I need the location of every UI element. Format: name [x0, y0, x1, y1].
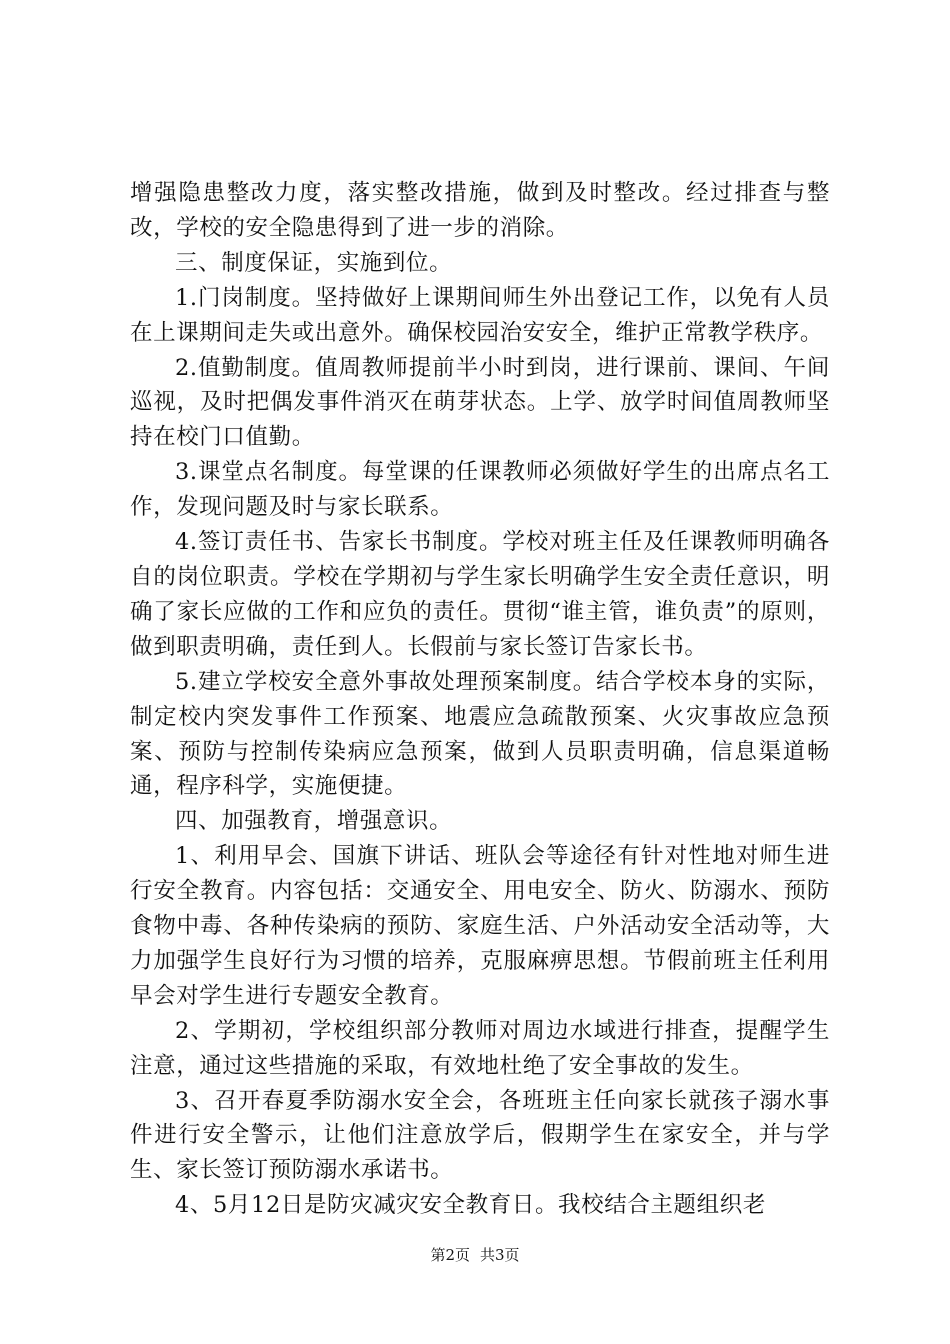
section-heading-3: 三、制度保证，实施到位。: [175, 249, 453, 276]
paragraph-education-3: 3、召开春夏季防溺水安全会，各班班主任向家长就孩子溺水事件进行安全警示，让他们注意放学后，假期学生在家安全，并与学生、家长签订预防溺水承诺书。: [130, 1087, 830, 1184]
paragraph-gate-system: 1.门岗制度。坚持做好上课期间师生外出登记工作，以免有人员在上课期间走失或出意外。确保校园治安安全，维护正常教学秩序。: [130, 284, 830, 346]
paragraph-duty-system: 2.值勤制度。值周教师提前半小时到岗，进行课前、课间、午间巡视，及时把偶发事件消灭在萌芽状态。上学、放学时间值周教师坚持在校门口值勤。: [130, 354, 830, 451]
paragraph-roll-call-system: 3.课堂点名制度。每堂课的任课教师必须做好学生的出席点名工作，发现问题及时与家长联系。: [130, 459, 830, 521]
document-body: [130, 176, 830, 1223]
section-heading-4: 四、加强教育，增强意识。: [175, 808, 453, 835]
paragraph-responsibility-system: 4.签订责任书、告家长书制度。学校对班主任及任课教师明确各自的岗位职责。学校在学期初与学生家长明确学生安全责任意识，明确了家长应做的工作和应负的责任。贯彻“谁主管，谁负责”的原则，做到职责明确，责任到人。长假前与家长签订告家长书。: [130, 529, 830, 660]
paragraph-emergency-plan: 5.建立学校安全意外事故处理预案制度。结合学校本身的实际，制定校内突发事件工作预案、地震应急疏散预案、火灾事故应急预案、预防与控制传染病应急预案，做到人员职责明确，信息渠道畅通，程序科学，实施便捷。: [130, 668, 830, 800]
page-number: 第2页: [430, 1246, 470, 1264]
paragraph-education-1: 1、利用早会、国旗下讲话、班队会等途径有针对性地对师生进行安全教育。内容包括：交通安全、用电安全、防火、防溺水、预防食物中毒、各种传染病的预防、家庭生活、户外活动安全活动等，大力加强学生良好行为习惯的培养，克服麻痹思想。节假前班主任利用早会对学生进行专题安全教育。: [130, 843, 830, 1009]
paragraph-education-2: 2、学期初，学校组织部分教师对周边水域进行排查，提醒学生注意，通过这些措施的采取，有效地杜绝了安全事故的发生。: [130, 1017, 830, 1079]
paragraph-education-4: 4、5月12日是防灾减灾安全教育日。我校结合主题组织老: [175, 1192, 766, 1219]
page-footer: [0, 1245, 950, 1265]
page-total: 共3页: [480, 1246, 520, 1264]
paragraph-continuation: 增强隐患整改力度，落实整改措施，做到及时整改。经过排查与整改，学校的安全隐患得到了进一步的消除。: [130, 180, 830, 241]
